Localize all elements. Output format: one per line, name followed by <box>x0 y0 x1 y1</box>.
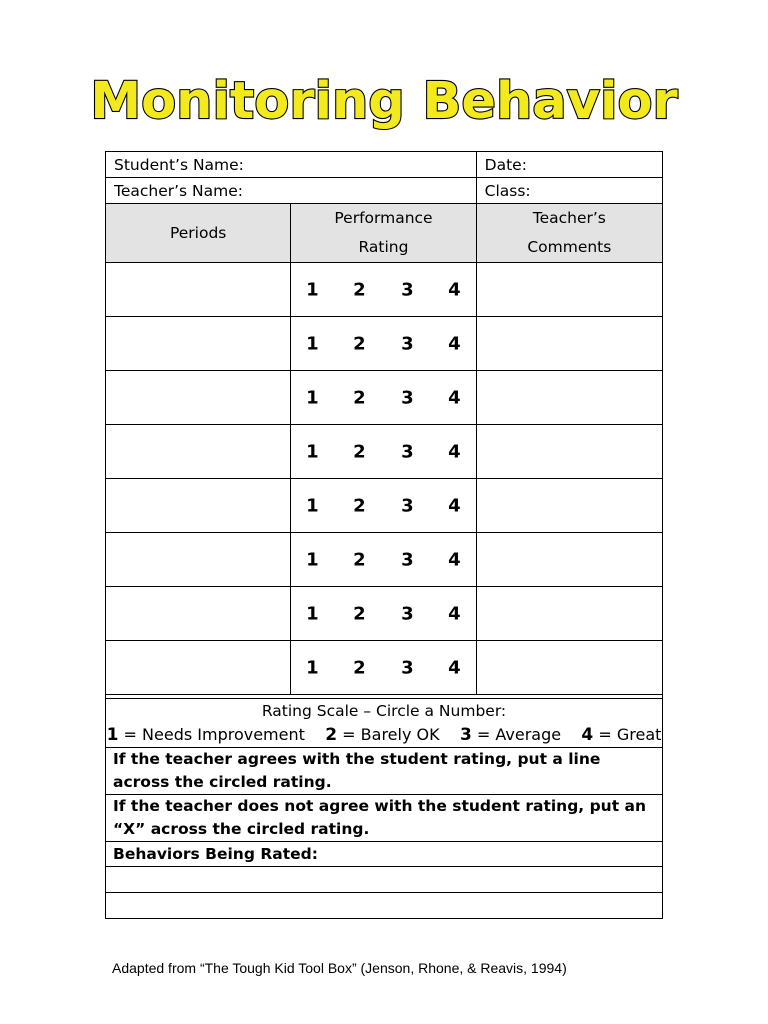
behaviors-label: Behaviors Being Rated: <box>106 842 663 867</box>
behavior-line-2-cell[interactable] <box>106 893 663 919</box>
student-name-label: Student’s Name: <box>114 155 244 174</box>
periods-header-text: Periods <box>169 223 227 242</box>
rating-header-line1: Performance <box>334 209 433 227</box>
rating-row <box>106 479 663 533</box>
scale-num-3: 3 <box>459 725 472 745</box>
teacher-name-field[interactable] <box>106 178 477 204</box>
rating-cell <box>291 425 476 479</box>
rating-row <box>106 533 663 587</box>
scale-num-4: 4 <box>581 725 594 745</box>
behavior-line-2 <box>106 893 663 919</box>
period-cell[interactable] <box>106 641 291 695</box>
scale-num-1: 1 <box>106 725 119 745</box>
date-label: Date: <box>484 155 527 174</box>
rating-option-2[interactable]: 2 <box>353 441 366 462</box>
period-cell[interactable] <box>106 425 291 479</box>
rating-option-4[interactable]: 4 <box>448 279 461 300</box>
rating-option-4[interactable]: 4 <box>448 657 461 678</box>
rating-header <box>291 204 476 263</box>
comment-cell[interactable] <box>476 425 662 479</box>
rating-option-3[interactable]: 3 <box>401 387 414 408</box>
rating-cell <box>291 263 476 317</box>
rating-option-4[interactable]: 4 <box>448 549 461 570</box>
rating-option-2[interactable]: 2 <box>353 387 366 408</box>
behavior-line-1-cell[interactable] <box>106 867 663 893</box>
disagree-note: If the teacher does not agree with the student rating, put an “X” across the circled rating. <box>106 795 663 842</box>
scale-text-2: = Barely OK <box>337 725 440 744</box>
rating-cell <box>291 371 476 425</box>
teacher-name-label: Teacher’s Name: <box>114 181 244 200</box>
rating-cell <box>291 587 476 641</box>
comment-cell[interactable] <box>476 263 662 317</box>
behavior-form <box>105 151 663 919</box>
comment-cell[interactable] <box>476 371 662 425</box>
rating-option-3[interactable]: 3 <box>401 657 414 678</box>
rating-option-3[interactable]: 3 <box>401 441 414 462</box>
rating-option-3[interactable]: 3 <box>401 495 414 516</box>
comments-header-line2: Comments <box>527 238 612 256</box>
rating-row <box>106 641 663 695</box>
rating-scale-cell <box>106 699 663 748</box>
rating-option-4[interactable]: 4 <box>448 603 461 624</box>
rating-option-3[interactable]: 3 <box>401 603 414 624</box>
rating-cell <box>291 641 476 695</box>
behaviors-row <box>106 842 663 867</box>
rating-rows <box>106 263 663 695</box>
disagree-note-row <box>106 795 663 842</box>
rating-option-4[interactable]: 4 <box>448 387 461 408</box>
page-title-text: Monitoring Behavior <box>90 72 678 131</box>
scale-text-4: = Great <box>593 725 662 744</box>
rating-option-2[interactable]: 2 <box>353 657 366 678</box>
scale-num-2: 2 <box>325 725 338 745</box>
column-header-row <box>106 204 663 263</box>
scale-text-3: = Average <box>471 725 562 744</box>
comment-cell[interactable] <box>476 479 662 533</box>
student-name-field[interactable] <box>106 152 477 178</box>
rating-row <box>106 263 663 317</box>
rating-option-2[interactable]: 2 <box>353 603 366 624</box>
comments-header <box>476 204 662 263</box>
agree-note-row <box>106 748 663 795</box>
periods-header <box>106 204 291 263</box>
period-cell[interactable] <box>106 371 291 425</box>
rating-scale-items <box>106 723 662 747</box>
period-cell[interactable] <box>106 533 291 587</box>
rating-cell <box>291 317 476 371</box>
rating-option-1[interactable]: 1 <box>306 495 319 516</box>
rating-option-1[interactable]: 1 <box>306 657 319 678</box>
rating-option-3[interactable]: 3 <box>401 549 414 570</box>
citation-footer: Adapted from “The Tough Kid Tool Box” (Jenson, Rhone, & Reavis, 1994) <box>112 960 567 976</box>
rating-option-1[interactable]: 1 <box>306 333 319 354</box>
student-row <box>106 152 663 178</box>
rating-option-2[interactable]: 2 <box>353 333 366 354</box>
rating-row <box>106 587 663 641</box>
comment-cell[interactable] <box>476 641 662 695</box>
comments-header-line1: Teacher’s <box>532 209 606 227</box>
rating-row <box>106 371 663 425</box>
teacher-row <box>106 178 663 204</box>
rating-option-1[interactable]: 1 <box>306 279 319 300</box>
behavior-line-1 <box>106 867 663 893</box>
rating-header-line2: Rating <box>358 238 409 256</box>
period-cell[interactable] <box>106 587 291 641</box>
rating-option-1[interactable]: 1 <box>306 441 319 462</box>
class-field[interactable] <box>476 178 662 204</box>
class-label: Class: <box>484 181 531 200</box>
rating-option-3[interactable]: 3 <box>401 279 414 300</box>
period-cell[interactable] <box>106 317 291 371</box>
rating-option-2[interactable]: 2 <box>353 279 366 300</box>
rating-option-4[interactable]: 4 <box>448 495 461 516</box>
period-cell[interactable] <box>106 479 291 533</box>
rating-option-2[interactable]: 2 <box>353 495 366 516</box>
rating-row <box>106 425 663 479</box>
rating-option-3[interactable]: 3 <box>401 333 414 354</box>
period-cell[interactable] <box>106 263 291 317</box>
agree-note: If the teacher agrees with the student rating, put a line across the circled rating. <box>106 748 663 795</box>
comment-cell[interactable] <box>476 587 662 641</box>
comment-cell[interactable] <box>476 533 662 587</box>
rating-cell <box>291 533 476 587</box>
comment-cell[interactable] <box>476 317 662 371</box>
page-title <box>0 60 768 150</box>
rating-option-1[interactable]: 1 <box>306 549 319 570</box>
date-field[interactable] <box>476 152 662 178</box>
scale-text-1: = Needs Improvement <box>118 725 305 744</box>
rating-row <box>106 317 663 371</box>
rating-option-1[interactable]: 1 <box>306 603 319 624</box>
rating-option-1[interactable]: 1 <box>306 387 319 408</box>
rating-scale-heading: Rating Scale – Circle a Number: <box>261 702 507 720</box>
rating-scale-row <box>106 699 663 748</box>
rating-option-4[interactable]: 4 <box>448 441 461 462</box>
rating-option-4[interactable]: 4 <box>448 333 461 354</box>
rating-cell <box>291 479 476 533</box>
rating-option-2[interactable]: 2 <box>353 549 366 570</box>
